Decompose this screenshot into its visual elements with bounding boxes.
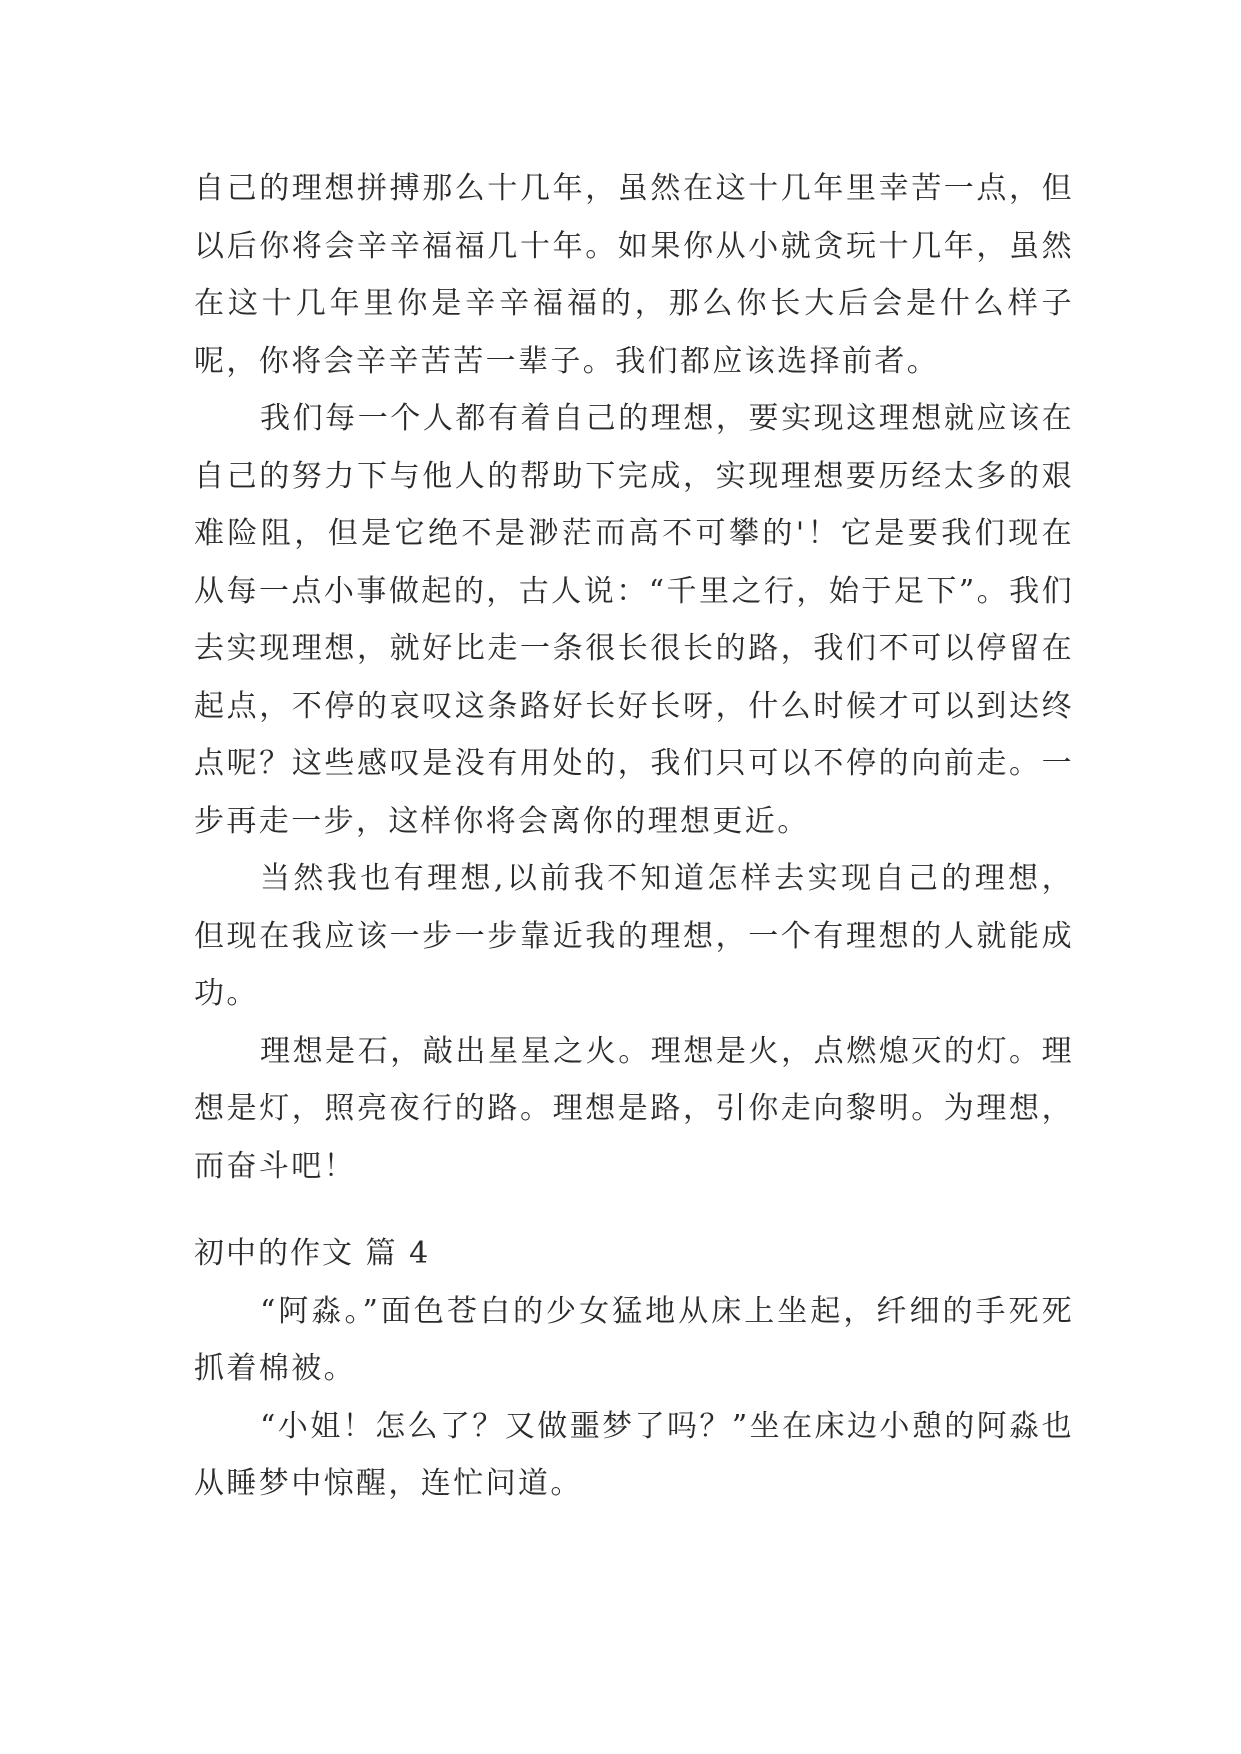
paragraph-4: 理想是石，敲出星星之火。理想是火，点燃熄灭的灯。理想是灯，照亮夜行的路。理想是路，引你走向黎明。为理想，而奋斗吧！ [194, 1033, 1074, 1184]
document-body [194, 160, 1074, 1513]
section-heading: 初中的作文 篇 4 [194, 1236, 431, 1271]
paragraph-5: “阿淼。”面色苍白的少女猛地从床上坐起，纤细的手死死抓着棉被。 [194, 1293, 1074, 1386]
paragraph-6: “小姐！怎么了？又做噩梦了吗？”坐在床边小憩的阿淼也从睡梦中惊醒，连忙问道。 [194, 1408, 1074, 1501]
paragraph-2: 我们每一个人都有着自己的理想，要实现这理想就应该在自己的努力下与他人的帮助下完成，实现理想要历经太多的艰难险阻，但是它绝不是渺茫而高不可攀的'！它是要我们现在从每一点小事做起的，古人说：“千里之行，始于足下”。我们去实现理想，就好比走一条很长很长的路，我们不可以停留在起点，不停的哀叹这条路好长好长呀，什么时候才可以到达终点呢？这些感叹是没有用处的，我们只可以不停的向前走。一步再走一步，这样你将会离你的理想更近。 [194, 401, 1074, 839]
paragraph-1: 自己的理想拼搏那么十几年，虽然在这十几年里幸苦一点，但以后你将会辛辛福福几十年。如果你从小就贪玩十几年，虽然在这十几年里你是辛辛福福的，那么你长大后会是什么样子呢，你将会辛辛苦苦一辈子。我们都应该选择前者。 [194, 171, 1074, 379]
paragraph-3: 当然我也有理想,以前我不知道怎样去实现自己的理想，但现在我应该一步一步靠近我的理想，一个有理想的人就能成功。 [194, 861, 1074, 1011]
section-spacer [194, 1195, 1074, 1225]
